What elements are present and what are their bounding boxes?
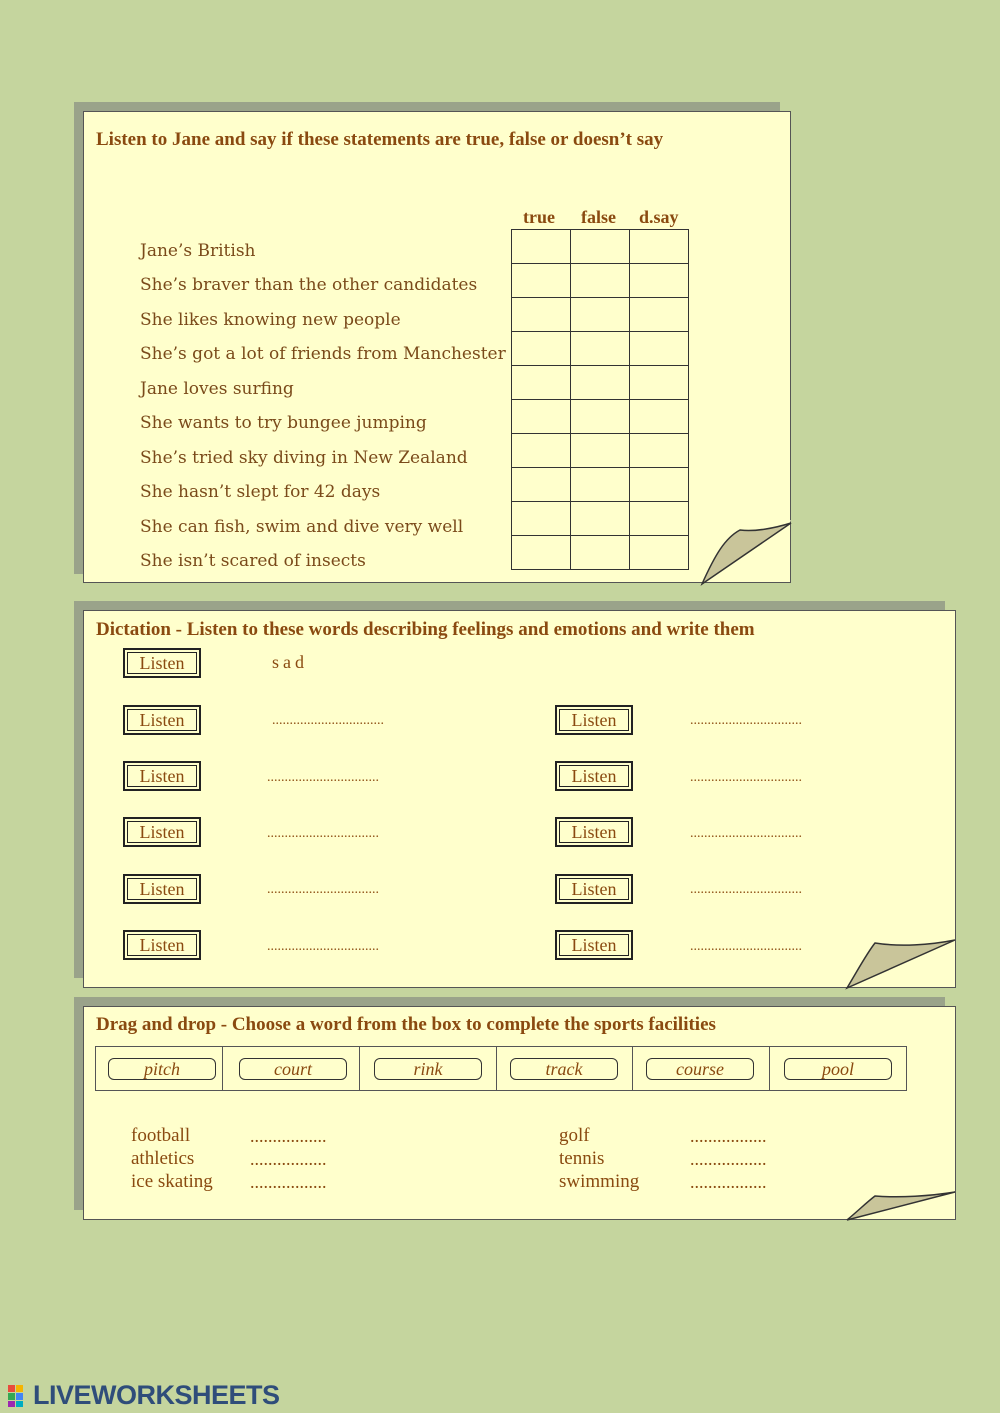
listen-button-3[interactable]: Listen [123, 761, 201, 791]
cell-true[interactable] [512, 264, 571, 298]
listen-button-6[interactable]: Listen [555, 817, 633, 847]
column-header-false: false [581, 207, 616, 227]
cell-dsay[interactable] [630, 332, 689, 366]
cell-true[interactable] [512, 298, 571, 332]
cell-dsay[interactable] [630, 502, 689, 536]
word-chip-court[interactable]: court [239, 1058, 347, 1080]
statement-1: Jane’s British [140, 241, 256, 261]
listen-button-example[interactable]: Listen [123, 648, 201, 678]
dictation-blank-7[interactable]: ................................ [267, 882, 379, 897]
liveworksheets-logo[interactable]: LIVEWORKSHEETS [33, 1380, 280, 1410]
dictation-blank-2[interactable]: ................................ [690, 713, 802, 728]
cell-false[interactable] [571, 502, 630, 536]
grid-row [512, 434, 689, 468]
grid-row [512, 536, 689, 570]
example-answer: sad [272, 652, 308, 672]
cell-dsay[interactable] [630, 230, 689, 264]
listen-button-10[interactable]: Listen [555, 930, 633, 960]
cell-false[interactable] [571, 230, 630, 264]
cell-dsay[interactable] [630, 434, 689, 468]
cell-dsay[interactable] [630, 468, 689, 502]
section2-page-curl [845, 938, 957, 990]
grid-row [512, 502, 689, 536]
grid-row [512, 468, 689, 502]
cell-false[interactable] [571, 400, 630, 434]
section2-paper [83, 610, 956, 988]
dictation-blank-10[interactable]: ................................ [690, 939, 802, 954]
cell-false[interactable] [571, 366, 630, 400]
dictation-blank-4[interactable]: ................................ [690, 770, 802, 785]
word-bank-divider [496, 1046, 497, 1091]
cell-true[interactable] [512, 332, 571, 366]
grid-row [512, 366, 689, 400]
sport-label-athletics: athletics [131, 1148, 195, 1169]
cell-false[interactable] [571, 298, 630, 332]
listen-button-7[interactable]: Listen [123, 874, 201, 904]
dictation-blank-8[interactable]: ................................ [690, 882, 802, 897]
sport-label-football: football [131, 1125, 191, 1146]
cell-dsay[interactable] [630, 264, 689, 298]
listen-button-1[interactable]: Listen [123, 705, 201, 735]
cell-false[interactable] [571, 468, 630, 502]
word-bank-divider [632, 1046, 633, 1091]
sport-label-ice-skating: ice skating [131, 1171, 213, 1192]
statement-6: She wants to try bungee jumping [140, 413, 427, 433]
cell-dsay[interactable] [630, 400, 689, 434]
word-chip-track[interactable]: track [510, 1058, 618, 1080]
listen-button-8[interactable]: Listen [555, 874, 633, 904]
cell-true[interactable] [512, 536, 571, 570]
dictation-blank-3[interactable]: ................................ [267, 770, 379, 785]
section2-heading: Dictation - Listen to these words describing feelings and emotions and write them [96, 619, 755, 640]
cell-true[interactable] [512, 434, 571, 468]
cell-dsay[interactable] [630, 536, 689, 570]
statement-3: She likes knowing new people [140, 310, 401, 330]
statement-10: She isn’t scared of insects [140, 551, 366, 571]
sport-label-golf: golf [559, 1125, 590, 1146]
listen-button-9[interactable]: Listen [123, 930, 201, 960]
word-chip-rink[interactable]: rink [374, 1058, 482, 1080]
section1-page-curl [700, 520, 795, 586]
cell-true[interactable] [512, 230, 571, 264]
statement-9: She can fish, swim and dive very well [140, 517, 464, 537]
cell-true[interactable] [512, 468, 571, 502]
dictation-blank-9[interactable]: ................................ [267, 939, 379, 954]
drop-target-athletics[interactable]: ................. [250, 1149, 327, 1169]
word-bank-divider [769, 1046, 770, 1091]
grid-row [512, 400, 689, 434]
statement-8: She hasn’t slept for 42 days [140, 482, 381, 502]
word-chip-pitch[interactable]: pitch [108, 1058, 216, 1080]
section3-page-curl [845, 1190, 957, 1222]
word-bank-divider [359, 1046, 360, 1091]
word-chip-pool[interactable]: pool [784, 1058, 892, 1080]
statement-2: She’s braver than the other candidates [140, 275, 478, 295]
grid-row [512, 332, 689, 366]
dictation-blank-1[interactable]: ................................ [272, 713, 384, 728]
listen-button-4[interactable]: Listen [555, 761, 633, 791]
section3-heading: Drag and drop - Choose a word from the box to complete the sports facilities [96, 1014, 716, 1035]
grid-row [512, 230, 689, 264]
answer-grid [511, 229, 689, 570]
column-header-true: true [523, 207, 555, 227]
word-chip-course[interactable]: course [646, 1058, 754, 1080]
dictation-blank-5[interactable]: ................................ [267, 826, 379, 841]
cell-false[interactable] [571, 536, 630, 570]
drop-target-tennis[interactable]: ................. [690, 1149, 767, 1169]
statement-4: She’s got a lot of friends from Manchester [140, 344, 506, 364]
grid-row [512, 298, 689, 332]
cell-false[interactable] [571, 332, 630, 366]
statement-7: She’s tried sky diving in New Zealand [140, 448, 468, 468]
liveworksheets-logo-icon [8, 1385, 32, 1407]
dictation-blank-6[interactable]: ................................ [690, 826, 802, 841]
cell-true[interactable] [512, 366, 571, 400]
cell-dsay[interactable] [630, 298, 689, 332]
word-bank-divider [222, 1046, 223, 1091]
grid-row [512, 264, 689, 298]
drop-target-swimming[interactable]: ................. [690, 1172, 767, 1192]
sport-label-swimming: swimming [559, 1171, 640, 1192]
drop-target-golf[interactable]: ................. [690, 1126, 767, 1146]
cell-false[interactable] [571, 264, 630, 298]
cell-true[interactable] [512, 400, 571, 434]
drop-target-football[interactable]: ................. [250, 1126, 327, 1146]
column-header-dsay: d.say [639, 207, 679, 227]
cell-true[interactable] [512, 502, 571, 536]
listen-button-2[interactable]: Listen [555, 705, 633, 735]
listen-button-5[interactable]: Listen [123, 817, 201, 847]
sport-label-tennis: tennis [559, 1148, 605, 1169]
cell-false[interactable] [571, 434, 630, 468]
drop-target-ice-skating[interactable]: ................. [250, 1172, 327, 1192]
section1-heading: Listen to Jane and say if these statements are true, false or doesn’t say [96, 129, 664, 150]
section3-paper [83, 1006, 956, 1220]
cell-dsay[interactable] [630, 366, 689, 400]
statement-5: Jane loves surfing [140, 379, 294, 399]
